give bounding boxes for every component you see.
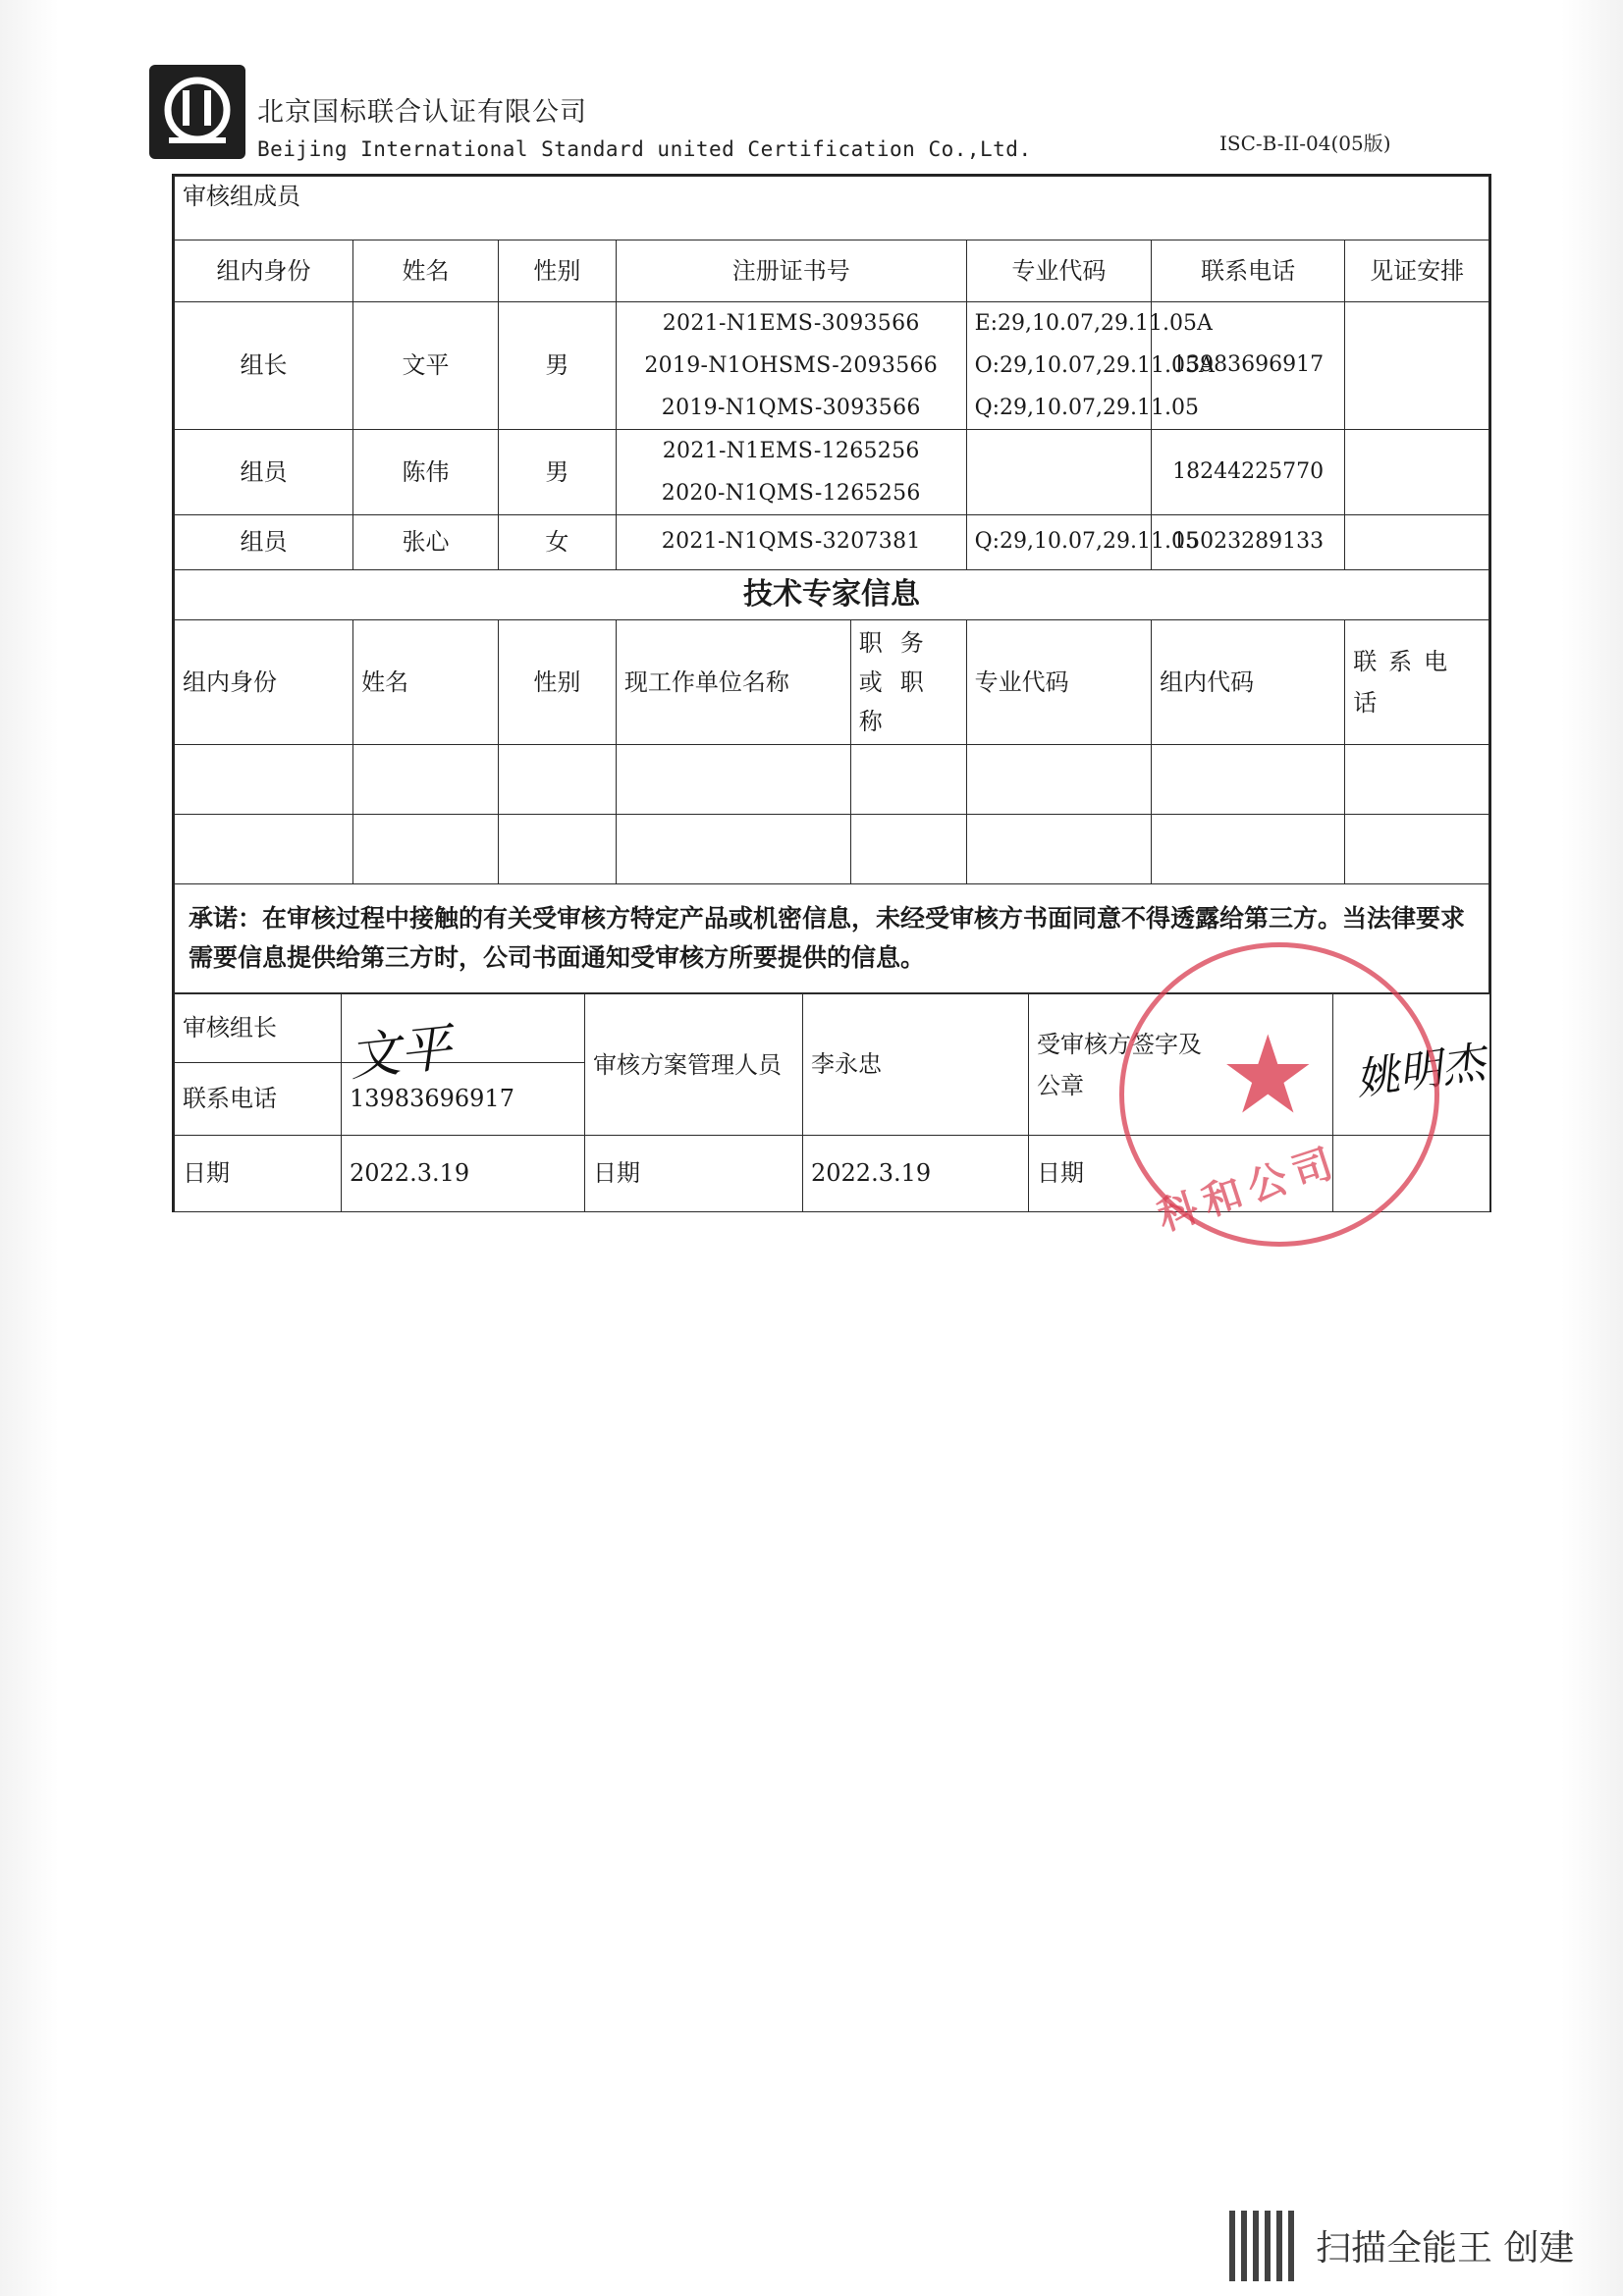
company-logo	[149, 65, 245, 159]
table-row	[175, 515, 1489, 570]
leader-phone: 13983696917	[342, 1063, 585, 1136]
exp-col-phone: 联系电话	[1345, 620, 1489, 745]
manager-date: 2022.3.19	[803, 1136, 1029, 1212]
auditee-handwritten-signature: 姚明杰	[1352, 1038, 1488, 1105]
col-name: 姓名	[353, 240, 499, 302]
specialty-code: Q:29,10.07,29.11.05	[974, 396, 1199, 420]
member-certs	[616, 302, 966, 430]
member-name: 张心	[353, 515, 499, 570]
member-role: 组员	[175, 515, 353, 570]
member-phone: 18244225770	[1152, 430, 1345, 515]
leader-date: 2022.3.19	[342, 1136, 585, 1212]
table-row	[175, 745, 1489, 815]
manager-label: 审核方案管理人员	[585, 994, 803, 1136]
member-gender: 女	[498, 515, 616, 570]
col-witness: 见证安排	[1345, 240, 1489, 302]
logo-mark-icon	[149, 65, 245, 159]
exp-col-title: 职务或职称	[850, 620, 966, 745]
exp-col-gender: 性别	[498, 620, 616, 745]
seal-text: 科和公司	[1152, 1138, 1346, 1241]
table-row	[175, 815, 1489, 884]
auditee-date	[1333, 1136, 1490, 1212]
cert-number: 2021-N1QMS-3207381	[616, 515, 966, 570]
table-row	[175, 430, 1489, 515]
auditee-label: 受审核方签字及公章	[1029, 994, 1333, 1136]
team-section-title: 审核组成员	[175, 177, 1489, 240]
member-codes	[966, 302, 1215, 430]
leader-label: 审核组长	[175, 994, 342, 1063]
member-witness	[1345, 430, 1489, 515]
seal-star-icon: ★	[1219, 1012, 1317, 1138]
col-role: 组内身份	[175, 240, 353, 302]
member-codes	[966, 430, 1152, 515]
experts-header-row	[175, 620, 1489, 745]
col-cert: 注册证书号	[616, 240, 966, 302]
cert-number: 2020-N1QMS-1265256	[661, 481, 921, 506]
manager-name: 李永忠	[803, 994, 1029, 1136]
date-label: 日期	[1029, 1136, 1333, 1212]
specialty-code: O:29,10.07,29.11.05A	[974, 353, 1215, 378]
col-code: 专业代码	[966, 240, 1152, 302]
exp-col-role: 组内身份	[175, 620, 353, 745]
exp-col-employer: 现工作单位名称	[616, 620, 850, 745]
member-gender: 男	[498, 430, 616, 515]
phone-label: 联系电话	[175, 1063, 342, 1136]
member-certs	[616, 430, 966, 515]
cert-number: 2021-N1EMS-3093566	[662, 311, 920, 336]
specialty-code: Q:29,10.07,29.11.05	[966, 515, 1152, 570]
experts-title: 技术专家信息	[175, 570, 1489, 620]
leader-handwritten-signature: 文平	[346, 1018, 455, 1089]
date-label: 日期	[585, 1136, 803, 1212]
company-name-en: Beijing International Standard united Certification Co.,Ltd.	[257, 137, 1032, 161]
exp-col-code: 专业代码	[966, 620, 1152, 745]
member-gender: 男	[498, 302, 616, 430]
team-header-row	[175, 240, 1489, 302]
form-table	[174, 176, 1489, 993]
confidentiality-promise: 承诺：在审核过程中接触的有关受审核方特定产品或机密信息，未经受审核方书面同意不得透露给第三方。当法律要求需要信息提供给第三方时，公司书面通知受审核方所要提供的信息。	[175, 884, 1489, 993]
cert-number: 2021-N1EMS-1265256	[662, 439, 920, 463]
cert-number: 2019-N1QMS-3093566	[661, 396, 921, 420]
member-witness	[1345, 302, 1489, 430]
document-code: ISC-B-II-04(05版)	[1219, 132, 1391, 155]
member-role: 组长	[175, 302, 353, 430]
member-name: 文平	[353, 302, 499, 430]
member-witness	[1345, 515, 1489, 570]
cert-number: 2019-N1OHSMS-2093566	[644, 353, 939, 378]
specialty-code: E:29,10.07,29.11.05A	[974, 311, 1213, 336]
exp-col-name: 姓名	[353, 620, 499, 745]
member-phone: 13983696917	[1152, 302, 1345, 430]
member-phone: 15023289133	[1152, 515, 1345, 570]
exp-col-group-code: 组内代码	[1152, 620, 1345, 745]
qr-code-icon	[1229, 2211, 1300, 2281]
col-gender: 性别	[498, 240, 616, 302]
member-name: 陈伟	[353, 430, 499, 515]
date-label: 日期	[175, 1136, 342, 1212]
company-name-cn: 北京国标联合认证有限公司	[257, 97, 587, 128]
table-row	[175, 302, 1489, 430]
member-role: 组员	[175, 430, 353, 515]
scanner-watermark: 扫描全能王 创建	[1316, 2228, 1575, 2269]
col-phone: 联系电话	[1152, 240, 1345, 302]
